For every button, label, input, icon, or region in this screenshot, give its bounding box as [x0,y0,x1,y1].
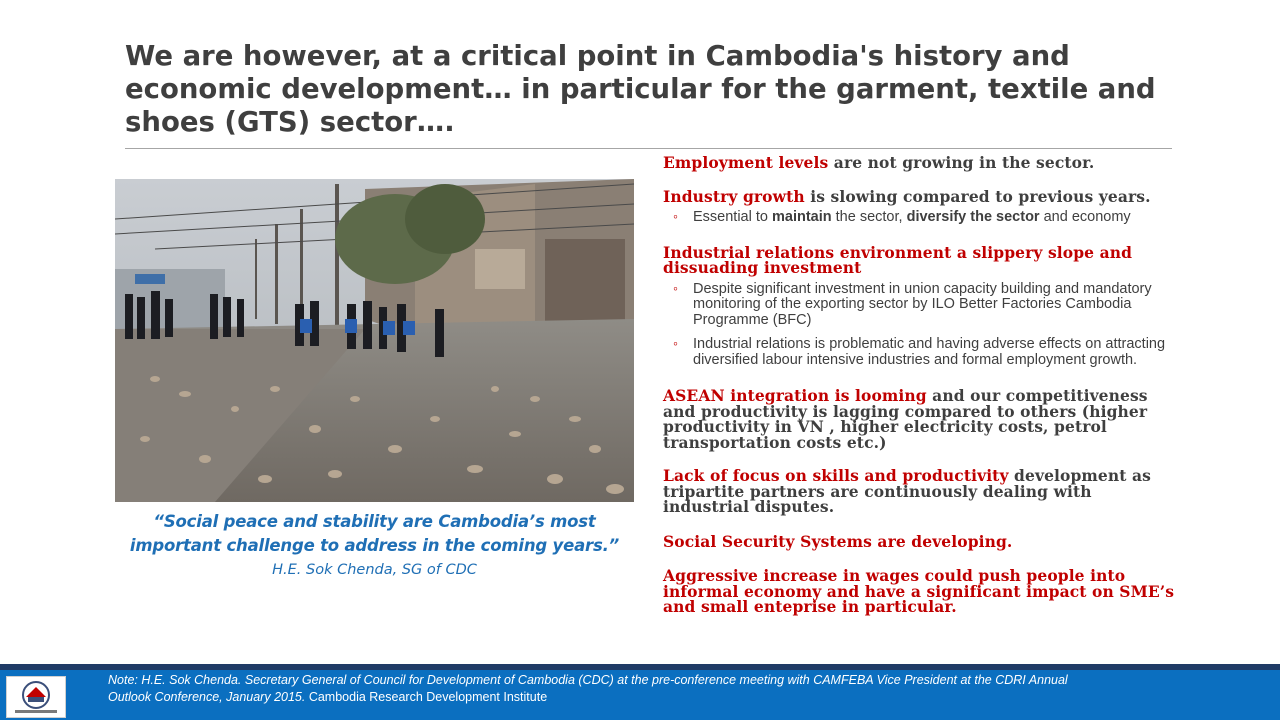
point-industrial-relations: Industrial relations environment a slippery slope and dissuading investment [663,242,1133,277]
point-industry-growth: Industry growth is slowing compared to previous years. [663,186,1151,206]
sub-point-relations-problematic: ◦ Industrial relations is problematic and having adverse effects on attracting diversified labour intensive industries and formal employment growth. [663,337,1175,368]
sub-point-union-investment: ◦ Despite significant investment in union capacity building and mandatory monitoring of the exporting sector by ILO Better Factories Cambodia Programme (BFC) [663,282,1175,329]
key-points [663,155,1175,615]
point-employment: Employment levels are not growing in the sector. [663,153,1095,172]
point-skills-productivity: Lack of focus on skills and productivity development as tripartite partners are continuously dealing with industrial disputes. [663,466,1151,516]
footer-stripe [0,664,1280,670]
sub-point-maintain-diversify: ◦ Essential to maintain the sector, diversify the sector and economy [663,210,1175,226]
quote-line-1: “Social peace and stability are Cambodia’s most [153,512,596,531]
quote-line-2: important challenge to address in the coming years.” [129,536,620,555]
slide-title: We are however, at a critical point in Cambodia's history and economic development… in particular for the garment, textile and shoes (GTS) sector…. [125,40,1156,138]
footer-note: Note: H.E. Sok Chenda. Secretary General of Council for Development of Cambodia (CDC) at the pre-conference meeting with CAMFEBA Vice President at the CDRI Annual Outlook Conference, January 2015. Cambodia Research Development Institute [108,673,1068,704]
quote-block [115,510,634,581]
title-divider [125,148,1172,149]
quote-attribution: H.E. Sok Chenda, SG of CDC [272,562,477,578]
point-social-security: Social Security Systems are developing. [663,531,1013,551]
point-asean-integration: ASEAN integration is looming and our competitiveness and productivity is lagging compared to others (higher productivity in VN , higher electricity costs, petrol transportation costs etc.) [663,386,1148,452]
point-wage-increase: Aggressive increase in wages could push people into informal economy and have a significant impact on SME’s and small enteprise in particular. [663,566,1175,616]
quote-text [115,510,634,558]
organization-logo [6,676,66,718]
street-protest-photo [115,179,634,502]
